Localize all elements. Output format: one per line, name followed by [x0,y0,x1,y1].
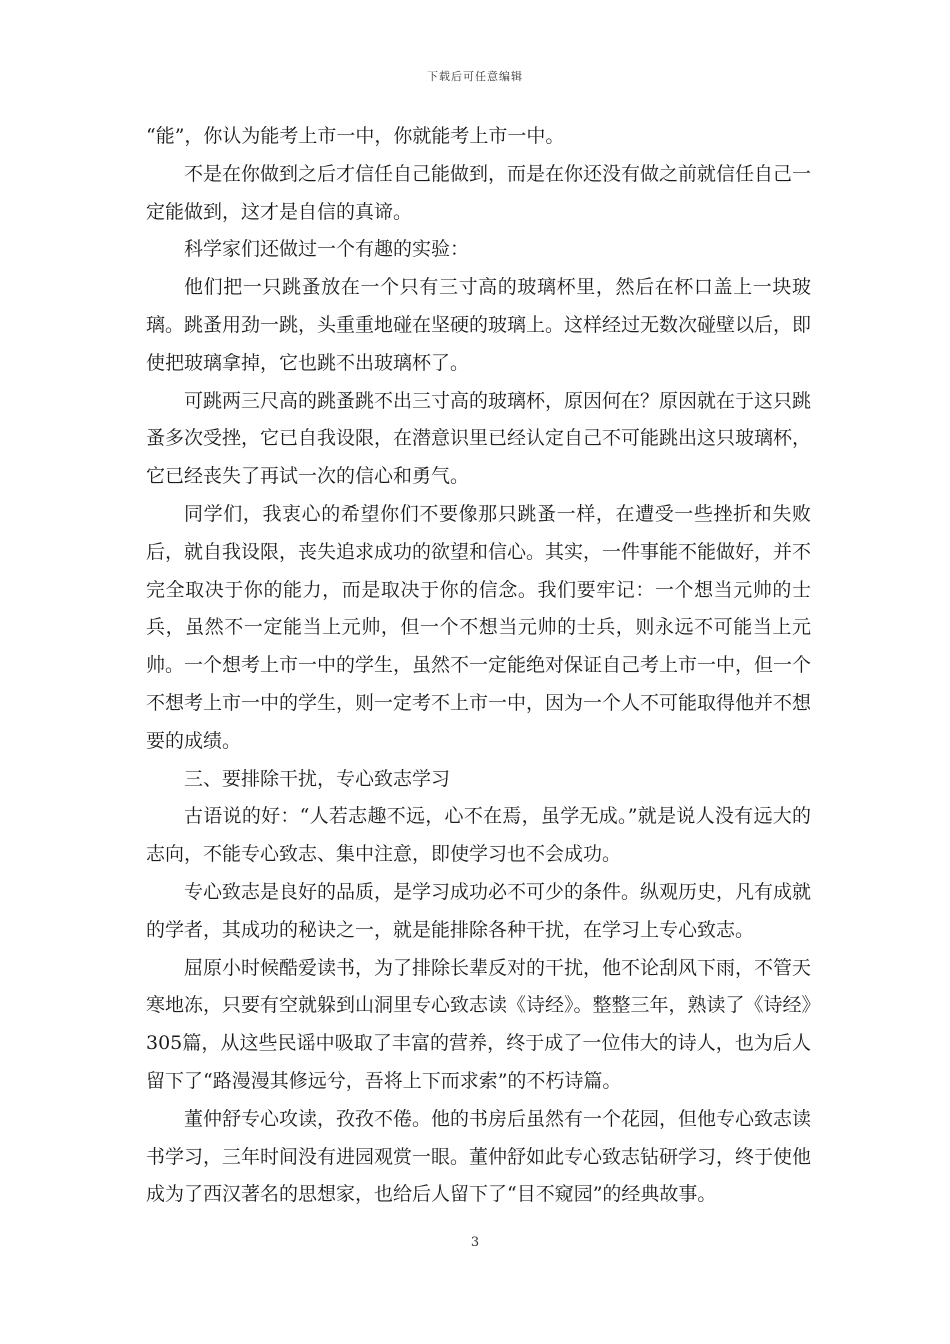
document-body [146,118,811,1214]
page-header-note: 下载后可任意编辑 [427,70,523,83]
paragraph-flea-reason: 可跳两三尺高的跳蚤跳不出三寸高的玻璃杯，原因何在？原因就在于这只跳蚤多次受挫，它已自我设限，在潜意识里已经认定自己不可能跳出这只玻璃杯，它已经丧失了再试一次的信心和勇气。 [146,389,812,488]
paragraph-students-advice: 同学们，我衷心的希望你们不要像那只跳蚤一样，在遭受一些挫折和失败后，就自我设限，丧失追求成功的欲望和信心。其实，一件事能不能做好，并不完全取决于你的能力，而是取决于你的信念。我们要牢记：一个想当元帅的士兵，虽然不一定能当上元帅，但一个不想当元帅的士兵，则永远不可能当上元帅。一个想考上市一中的学生，虽然不一定能绝对保证自己考上市一中，但一个不想考上市一中的学生，则一定考不上市一中，因为一个人不可能取得他并不想要的成绩。 [146,502,812,752]
paragraph-ancient-saying: 古语说的好：“人若志趣不远，心不在焉，虽学无成。”就是说人没有远大的志向，不能专心致志、集中注意，即使学习也不会成功。 [146,805,811,866]
paragraph-concentration: 专心致志是良好的品质，是学习成功必不可少的条件。纵观历史，凡有成就的学者，其成功的秘诀之一，就是能排除各种干扰，在学习上专心致志。 [146,880,812,941]
paragraph-experiment-intro: 科学家们还做过一个有趣的实验： [184,238,470,261]
paragraph-confidence-truth: 不是在你做到之后才信任自己能做到，而是在你还没有做之前就信任自己一定能做到，这才是自信的真谛。 [146,162,812,223]
paragraph-dong-zhongshu: 董仲舒专心攻读，孜孜不倦。他的书房后虽然有一个花园，但他专心致志读书学习，三年时间没有进园观赏一眼。董仲舒如此专心致志钻研学习，终于使他成为了西汉著名的思想家，也给后人留下了“目不窥园”的经典故事。 [146,1107,812,1206]
paragraph-flea-experiment: 他们把一只跳蚤放在一个只有三寸高的玻璃杯里，然后在杯口盖上一块玻璃。跳蚤用劲一跳，头重重地碰在坚硬的玻璃上。这样经过无数次碰壁以后，即使把玻璃拿掉，它也跳不出玻璃杯了。 [146,276,812,374]
paragraph-continuation: “能”，你认为能考上市一中，你就能考上市一中。 [146,125,565,147]
paragraph-qu-yuan: 屈原小时候酷爱读书，为了排除长辈反对的干扰，他不论刮风下雨，不管天寒地冻，只要有空就躲到山洞里专心致志读《诗经》。整整三年，熟读了《诗经》305篇，从这些民谣中吸取了丰富的营养，终于成了一位伟大的诗人，也为后人留下了“路漫漫其修远兮，吾将上下而求索”的不朽诗篇。 [146,956,812,1092]
page-number: 3 [470,1235,480,1250]
section-heading: 三、要排除干扰，专心致志学习 [184,767,451,790]
